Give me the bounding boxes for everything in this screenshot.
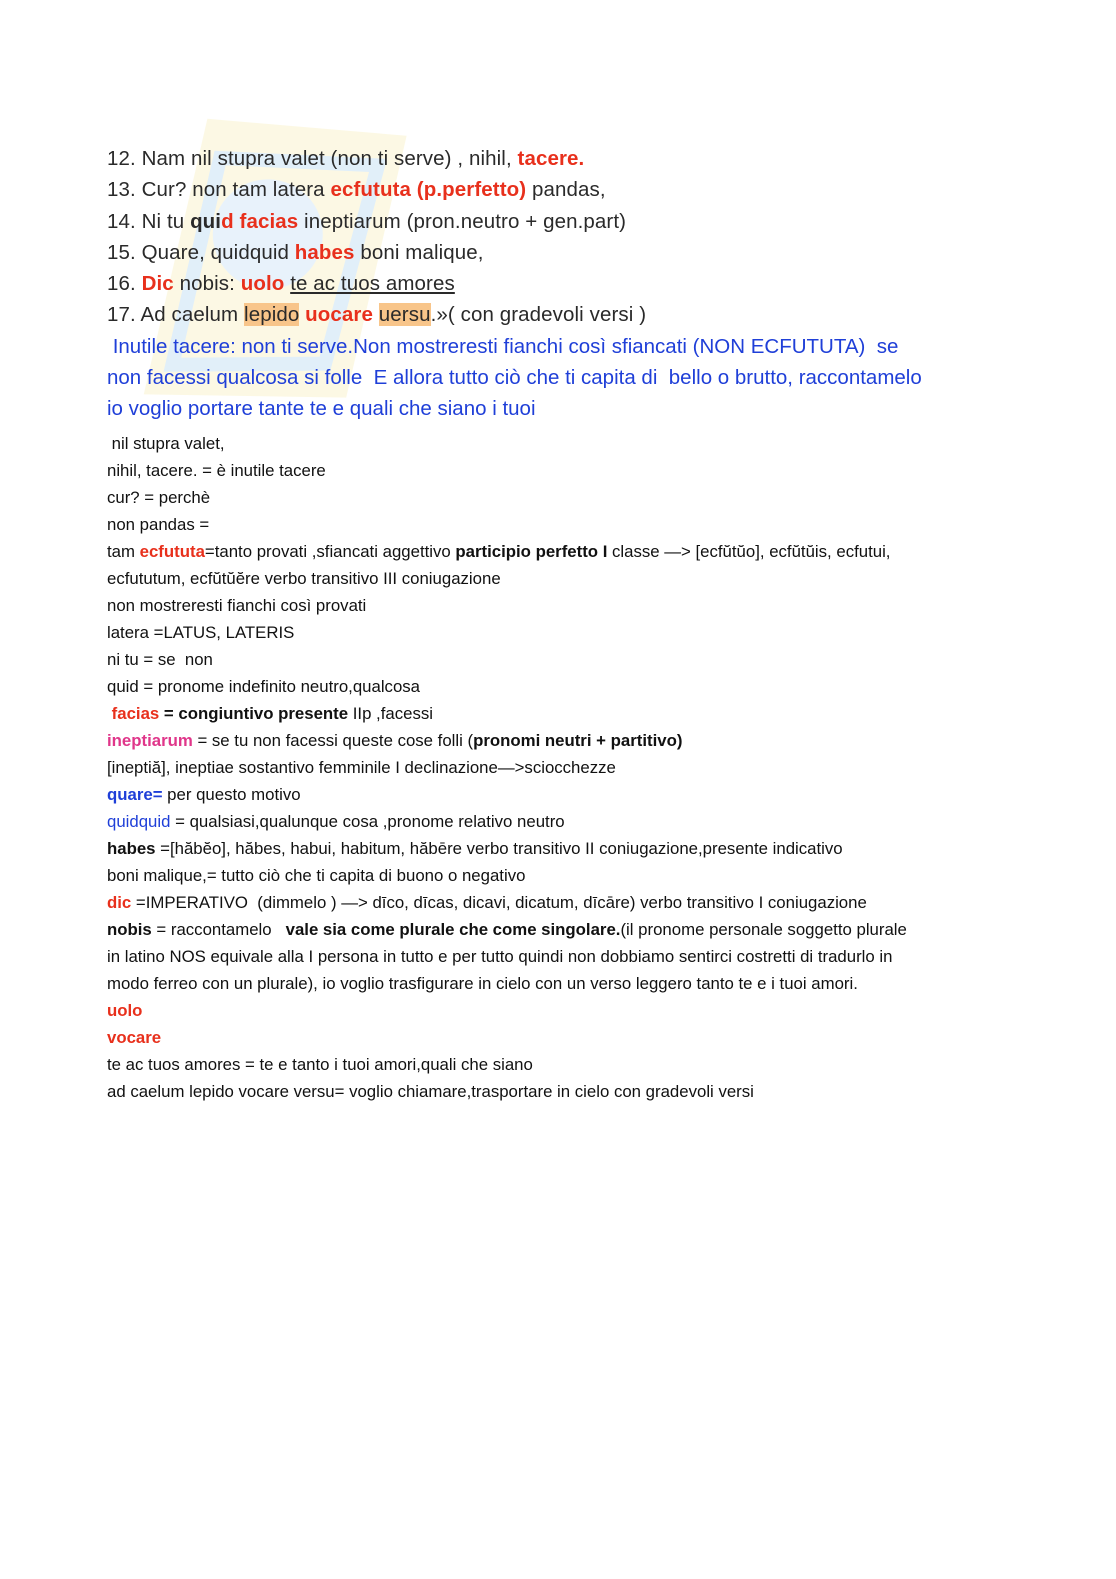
verse-13: 13. Cur? non tam latera ecfututa (p.perfetto) pandas, — [107, 178, 606, 202]
note-line: cur? = perchè — [107, 487, 211, 507]
note-line: latera =LATUS, LATERIS — [107, 622, 295, 642]
note-line: nil stupra valet, — [107, 433, 225, 453]
note-line: in latino NOS equivale alla I persona in tutto e per tutto quindi non dobbiamo sentirci costretti di tradurlo in — [107, 946, 893, 966]
verse-14: 14. Ni tu quid facias ineptiarum (pron.neutro + gen.part) — [107, 209, 627, 233]
note-line: vocare — [107, 1027, 162, 1047]
note-line: non pandas = — [107, 514, 210, 534]
note-line: ecfututum, ecfŭtŭĕre verbo transitivo III coniugazione — [107, 568, 501, 588]
note-line: ad caelum lepido vocare versu= voglio chiamare,trasportare in cielo con gradevoli versi — [107, 1081, 754, 1101]
note-line: [ineptiă], ineptiae sostantivo femminile I declinazione—>sciocchezze — [107, 757, 616, 777]
note-line: boni malique,= tutto ciò che ti capita di buono o negativo — [107, 865, 526, 885]
verse-16: 16. Dic nobis: uolo te ac tuos amores — [107, 272, 455, 296]
document-body — [107, 143, 1007, 1105]
notes — [107, 430, 1007, 1105]
note-line: tam ecfututa=tanto provati ,sfiancati aggettivo participio perfetto I classe —> [ecfŭtŭo], ecfŭtŭis, ecfutui, — [107, 541, 891, 561]
note-line: habes =[hăbĕo], hăbes, habui, habitum, hăbēre verbo transitivo II coniugazione,presente indicativo — [107, 838, 843, 858]
note-line: nihil, tacere. = è inutile tacere — [107, 460, 326, 480]
translation-line-2: non facessi qualcosa si folle E allora tutto ciò che ti capita di bello o brutto, raccontamelo — [107, 365, 922, 389]
note-line: nobis = raccontamelo vale sia come plurale che come singolare.(il pronome personale soggetto plurale — [107, 919, 907, 939]
note-line: uolo — [107, 1000, 143, 1020]
note-line: ni tu = se non — [107, 649, 213, 669]
note-line: facias = congiuntivo presente IIp ,facessi — [107, 703, 433, 723]
verse-15: 15. Quare, quidquid habes boni malique, — [107, 240, 484, 264]
verse-17: 17. Ad caelum lepido uocare uersu.»( con gradevoli versi ) — [107, 303, 647, 327]
note-line: modo ferreo con un plurale), io voglio trasfigurare in cielo con un verso leggero tanto te e i tuoi amori. — [107, 973, 858, 993]
verse-12: 12. Nam nil stupra valet (non ti serve) , nihil, tacere. — [107, 147, 585, 170]
note-line: quid = pronome indefinito neutro,qualcosa — [107, 676, 421, 696]
note-line: quidquid = qualsiasi,qualunque cosa ,pronome relativo neutro — [107, 811, 565, 831]
note-line: quare= per questo motivo — [107, 784, 301, 804]
translation-line-1: Inutile tacere: non ti serve.Non mostreresti fianchi così sfiancati (NON ECFUTUTA) se — [107, 334, 899, 358]
translation-line-3: io voglio portare tante te e quali che siano i tuoi — [107, 396, 536, 420]
note-line: non mostreresti fianchi così provati — [107, 595, 367, 615]
note-line: ineptiarum = se tu non facessi queste cose folli (pronomi neutri + partitivo) — [107, 730, 683, 750]
note-line: te ac tuos amores = te e tanto i tuoi amori,quali che siano — [107, 1054, 533, 1074]
note-line: dic =IMPERATIVO (dimmelo ) —> dīco, dīcas, dicavi, dicatum, dīcāre) verbo transitivo I coniugazione — [107, 892, 867, 912]
